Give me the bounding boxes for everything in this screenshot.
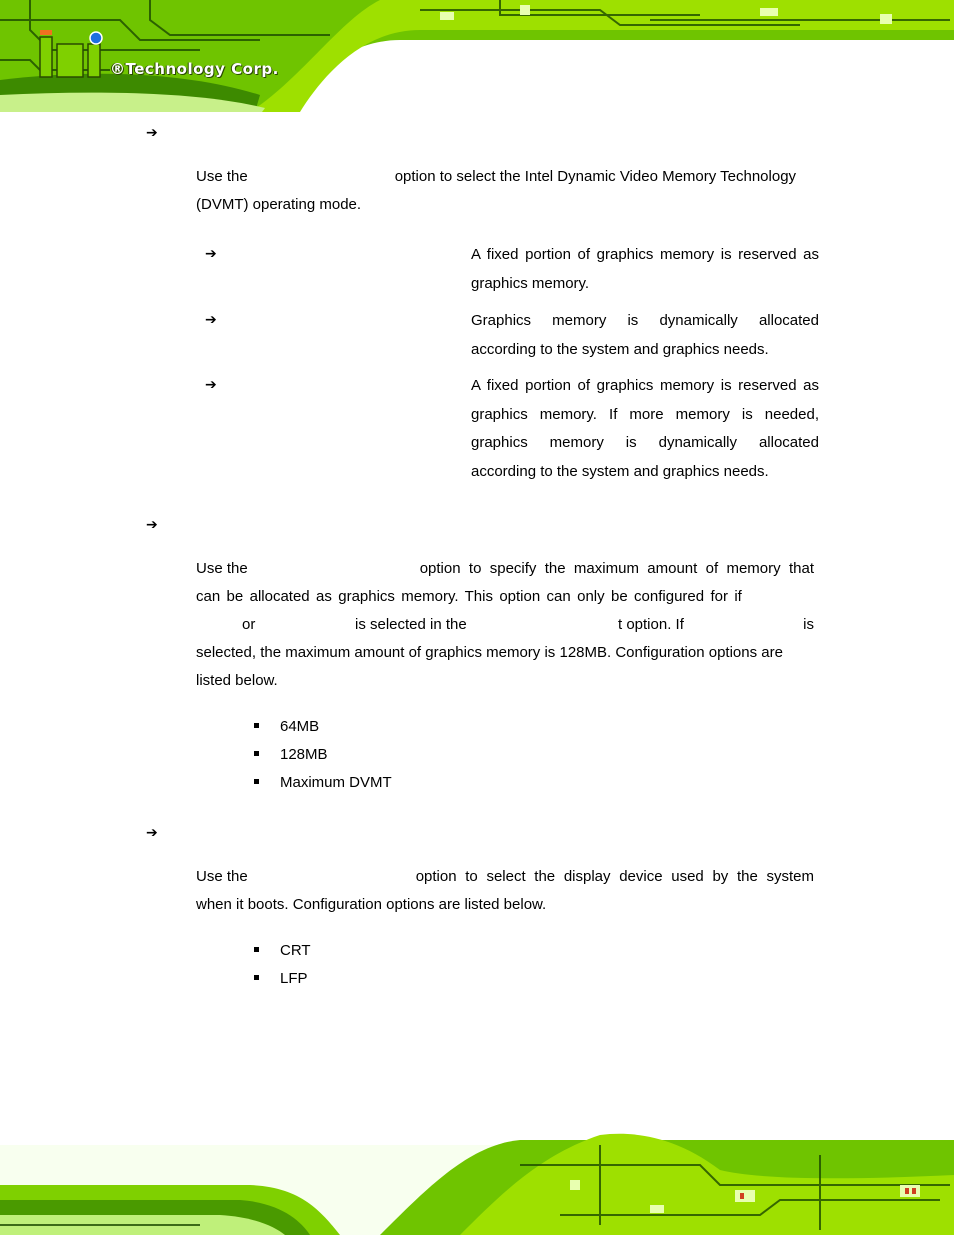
section3-line-2: when it boots. Configuration options are listed below.	[196, 896, 547, 913]
text-segment: is	[803, 616, 814, 633]
option2-description	[471, 307, 819, 364]
option-line: Graphics memory is dynamically allocated	[471, 312, 819, 329]
text-segment: is selected in the	[355, 616, 467, 633]
text-segment: Use the	[196, 560, 248, 577]
list-item	[254, 965, 308, 993]
section3-line-1	[196, 863, 814, 891]
list-item-label: LFP	[280, 970, 308, 987]
list-item	[254, 937, 311, 965]
section2-line-1	[196, 555, 814, 583]
section2-paragraph	[196, 555, 814, 695]
page-footer	[0, 1125, 954, 1235]
bullet-square-icon	[254, 779, 259, 784]
section2-line-5: listed below.	[196, 672, 278, 689]
option3-description	[471, 372, 819, 486]
text-segment: t option. If	[618, 616, 684, 633]
circuit-board-footer	[0, 1125, 954, 1235]
option-line: A fixed portion of graphics memory is reserved as	[471, 246, 819, 263]
option-line: graphics memory is dynamically allocated	[471, 434, 819, 451]
option1-description	[471, 241, 819, 298]
option3-arrow-icon: ➔	[205, 377, 217, 393]
option-line: according to the system and graphics needs.	[471, 340, 769, 358]
list-item	[254, 713, 319, 741]
option-line: graphics memory. If more memory is needed,	[471, 405, 819, 423]
circuit-board-banner	[0, 0, 954, 112]
text-segment: Use the	[196, 868, 248, 885]
section1-arrow-icon: ➔	[146, 125, 158, 141]
section2-line-2: can be allocated as graphics memory. This option can only be configured for if	[196, 588, 742, 605]
section3-arrow-icon: ➔	[146, 825, 158, 841]
text-segment: or	[242, 616, 256, 633]
bullet-square-icon	[254, 975, 259, 980]
option-line: graphics memory.	[471, 274, 590, 292]
section1-paragraph	[196, 163, 814, 219]
bullet-square-icon	[254, 947, 259, 952]
text-segment: option to select the display device used by the system	[415, 868, 814, 885]
section1-line-1	[196, 163, 814, 191]
page-header	[0, 0, 954, 112]
section1-line-2: (DVMT) operating mode.	[196, 196, 362, 213]
section3-paragraph	[196, 863, 814, 919]
text-segment: option to select the Intel Dynamic Video Memory Technology	[394, 168, 797, 185]
bullet-square-icon	[254, 723, 259, 728]
list-item-label: Maximum DVMT	[280, 774, 392, 791]
option-line: according to the system and graphics needs.	[471, 462, 769, 480]
section2-line-4: selected, the maximum amount of graphics memory is 128MB. Configuration options are	[196, 644, 783, 661]
company-logo-text: ®Technology Corp.	[110, 60, 279, 78]
option2-arrow-icon: ➔	[205, 312, 217, 328]
option1-arrow-icon: ➔	[205, 246, 217, 262]
bullet-square-icon	[254, 751, 259, 756]
list-item	[254, 769, 392, 797]
list-item	[254, 741, 328, 769]
section2-arrow-icon: ➔	[146, 517, 158, 533]
section2-line-3	[196, 611, 814, 639]
list-item-label: 128MB	[280, 746, 328, 763]
text-segment: Use the	[196, 168, 248, 185]
list-item-label: 64MB	[280, 718, 320, 735]
list-item-label: CRT	[280, 942, 311, 959]
option-line: A fixed portion of graphics memory is reserved as	[471, 377, 819, 394]
text-segment: option to specify the maximum amount of memory that	[419, 560, 814, 577]
